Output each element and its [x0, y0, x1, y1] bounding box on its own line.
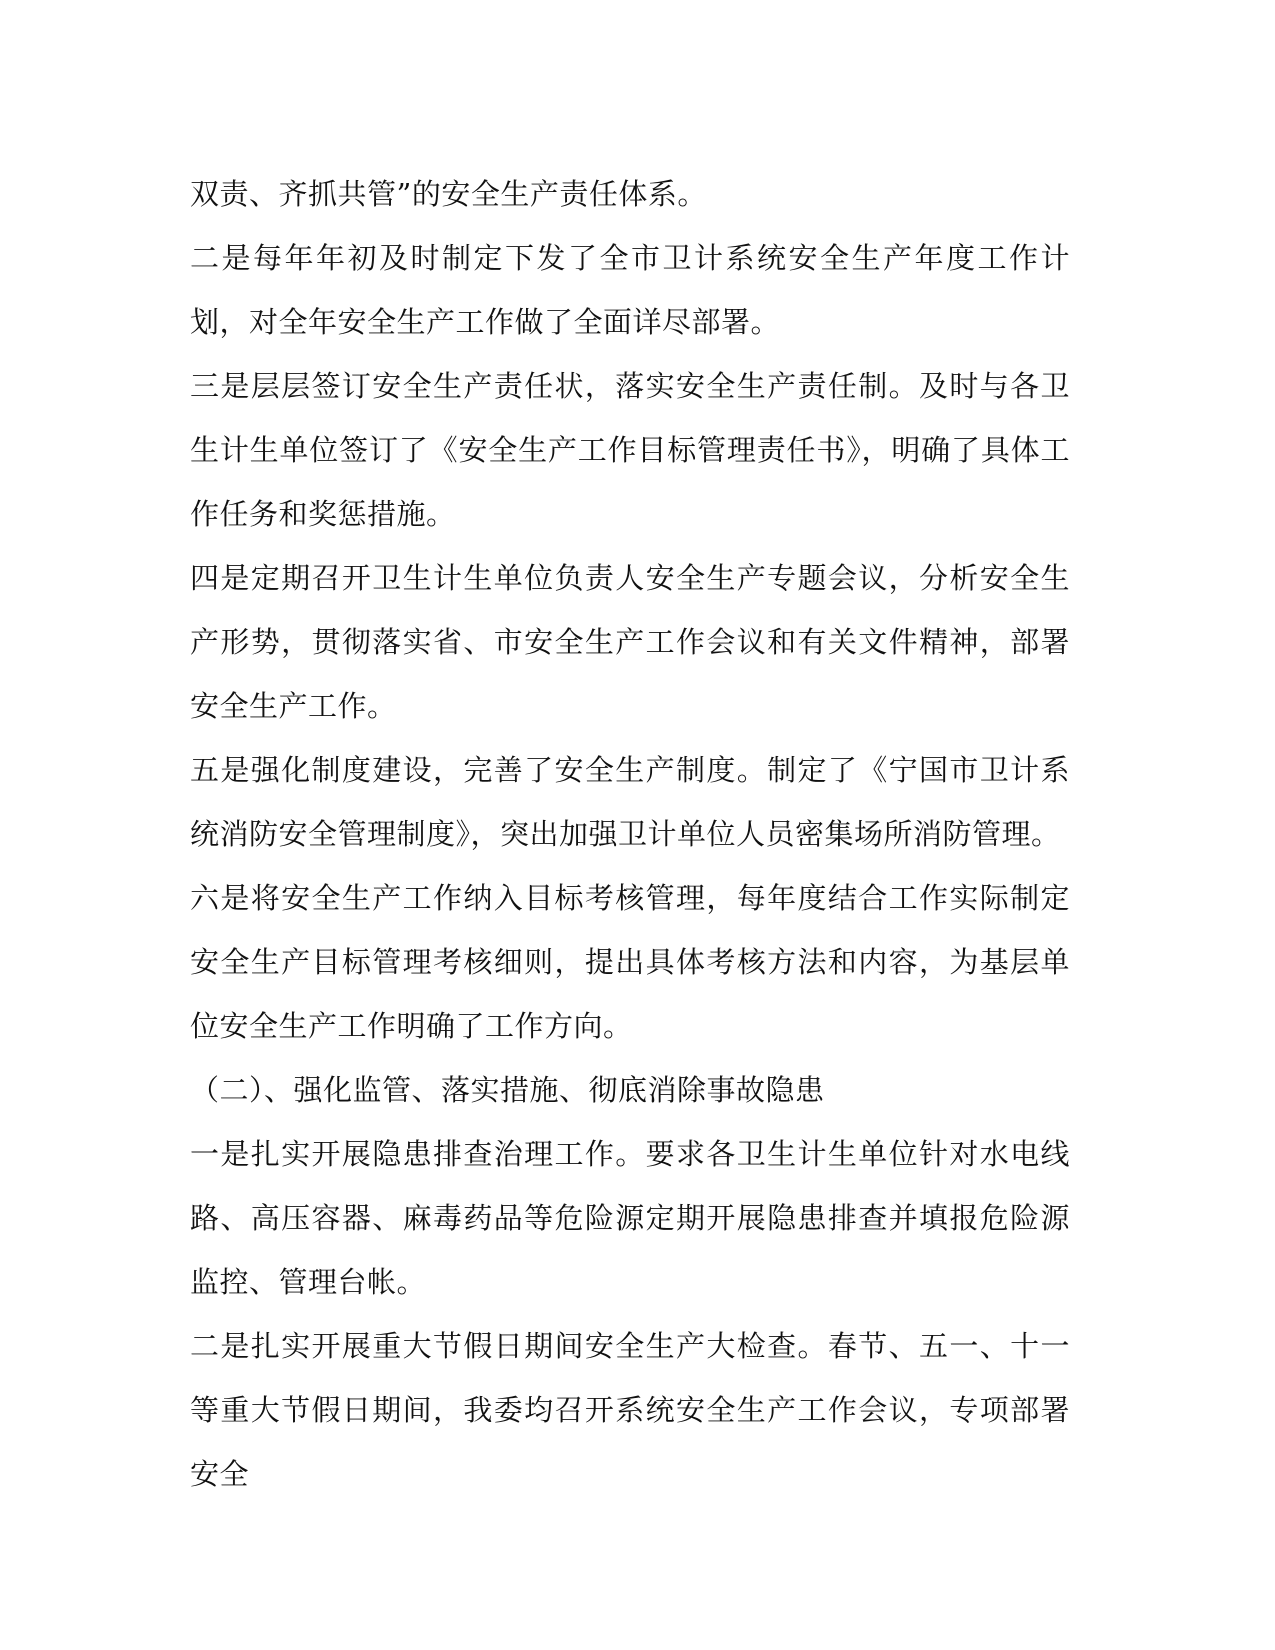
document-body [190, 162, 1070, 1506]
paragraph-hazard-inspection: 一是扎实开展隐患排查治理工作。要求各卫生计生单位针对水电线路、高压容器、麻毒药品等危险源定期开展隐患排查并填报危险源监控、管理台帐。 [190, 1137, 1070, 1299]
paragraph-responsibility-system-end: 双责、齐抓共管”的安全生产责任体系。 [190, 177, 707, 211]
paragraph-annual-plan: 二是每年年初及时制定下发了全市卫计系统安全生产年度工作计划，对全年安全生产工作做了全面详尽部署。 [190, 241, 1070, 339]
paragraph-system-construction: 五是强化制度建设，完善了安全生产制度。制定了《宁国市卫计系统消防安全管理制度》，突出加强卫计单位人员密集场所消防管理。 [190, 753, 1070, 851]
section-heading-supervision: （二）、强化监管、落实措施、彻底消除事故隐患 [190, 1073, 825, 1107]
paragraph-holiday-inspection: 二是扎实开展重大节假日期间安全生产大检查。春节、五一、十一等重大节假日期间，我委均召开系统安全生产工作会议，专项部署安全 [190, 1329, 1070, 1491]
paragraph-target-assessment: 六是将安全生产工作纳入目标考核管理，每年度结合工作实际制定安全生产目标管理考核细则，提出具体考核方法和内容，为基层单位安全生产工作明确了工作方向。 [190, 881, 1070, 1043]
paragraph-special-meetings: 四是定期召开卫生计生单位负责人安全生产专题会议，分析安全生产形势，贯彻落实省、市安全生产工作会议和有关文件精神，部署安全生产工作。 [190, 561, 1070, 723]
paragraph-responsibility-contract: 三是层层签订安全生产责任状，落实安全生产责任制。及时与各卫生计生单位签订了《安全生产工作目标管理责任书》，明确了具体工作任务和奖惩措施。 [190, 369, 1070, 531]
